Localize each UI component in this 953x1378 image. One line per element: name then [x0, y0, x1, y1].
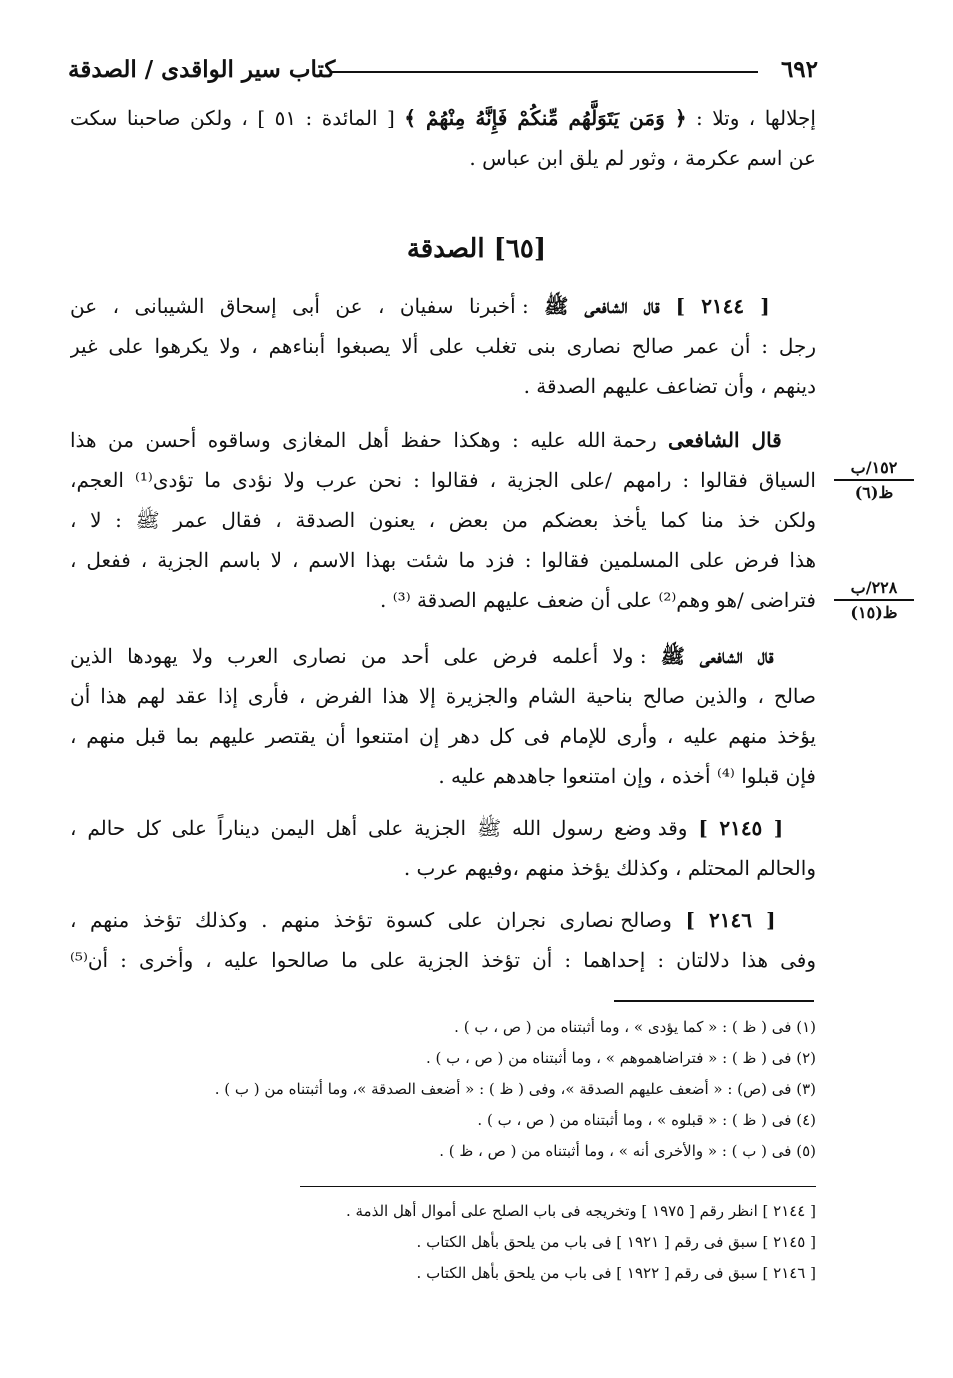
p2144-lead: [ ٢١٤٤ ] قال الشافعى ﷺ	[544, 294, 770, 318]
p2144-line-3: دينهم ، وأن تضاعف عليهم الصدقة .	[523, 374, 816, 398]
p2145-text-1: وقد وضع رسول الله ﷺ الجزية على أهل اليمن ديناراً على كل حالم ،	[70, 816, 688, 840]
section-title: [٦٥] الصدقة	[406, 234, 547, 264]
reference-2146: [ ٢١٤٦ ] سبق فى رقم [ ١٩٢٢ ] فى باب من يلحق بأهل الكتاب .	[416, 1264, 816, 1282]
shafii2-text-1: : ولا أعلمه فرض على أحد من نصارى العرب ولا يهودها الذين	[70, 644, 647, 668]
quran-quote: ﴿ وَمَن يَتَوَلَّهُم مِّنكُمْ فَإِنَّهُ مِنْهُمْ ﴾	[404, 106, 687, 130]
footnote-1: (١) فى ( ظ ) : « كما يؤدى » ، وما أثبتناه من ( ص ، ب ) .	[454, 1018, 816, 1036]
shafii1-line-1	[70, 420, 816, 460]
margin-note-1-bottom: ظ(٦)	[854, 483, 894, 502]
p2144-line-1	[70, 286, 816, 326]
intro-text-a: إجلالها ، وتلا :	[696, 106, 816, 130]
header-rule	[330, 71, 758, 73]
shafii2-line-2: صالح ، والذين صالح بناحية الشام والجزيرة إلا هذا الفرض ، فأرى إذا عقد لهم هذا أن	[70, 684, 816, 708]
p2146-text-1: وصالح نصارى نجران على كسوة تؤخذ منهم . وكذلك تؤخذ منهم ،	[70, 908, 672, 932]
margin-note-2-bottom: ظ(١٥)	[850, 603, 898, 622]
margin-note-1	[834, 458, 914, 502]
shafii1-text-1: رحمة الله عليه : وهكذا حفظ أهل المغازى وساقوه أحسن من هذا	[70, 428, 657, 452]
p2144-line-2: رجل : أن عمر صالح نصارى بنى تغلب على ألا يصبغوا أبناءهم ، ولا يكرهوا على غير	[70, 334, 816, 358]
p2145-line-2: والحالم المحتلم ، وكذلك يؤخذ منهم ،وفيهم عرب .	[403, 856, 816, 880]
intro-text-b: [ المائدة : ٥١ ] ، ولكن صاحبنا سكت	[70, 106, 395, 130]
references	[70, 1196, 816, 1289]
shafii2-line-1	[70, 636, 816, 676]
shafii1-line-3: ولكن خذ منا كما يأخذ بعضكم من بعض ، يعنون الصدقة ، فقال عمر ﷺ : لا ،	[70, 508, 816, 532]
reference-2144: [ ٢١٤٤ ] انظر رقم [ ١٩٧٥ ] وتخريجه فى باب الصلح على أموال أهل الذمة .	[345, 1202, 816, 1220]
shafii1-line-4: هذا فرض على المسلمين فقالوا : فزد ما شئت بهذا الاسم ، لا باسم الجزية ، ففعل ،	[70, 548, 816, 572]
margin-note-1-top: ١٥٢/ب	[834, 458, 914, 481]
page-header	[68, 54, 818, 90]
shafii1-line-5: فتراضى /هو وهم⁽²⁾ على أن ضعف عليهم الصدقة ⁽³⁾ .	[380, 588, 816, 612]
paragraph-shafii-2	[70, 636, 816, 796]
footnote-2: (٢) فى ( ظ ) : « فتراضاهموهم » ، وما أثبتناه من ( ص ، ب ) .	[426, 1049, 816, 1067]
footnote-3: (٣) فى (ص) : « أضعف عليهم الصدقة »، وفى ( ظ ) : « أضعف الصدقة »، وما أثبتناه من ( ب ) .	[214, 1080, 816, 1098]
running-title: كتاب سير الواقدى / الصدقة	[68, 56, 336, 83]
reference-2145: [ ٢١٤٥ ] سبق فى رقم [ ١٩٢١ ] فى باب من يلحق بأهل الكتاب .	[416, 1233, 816, 1251]
paragraph-2145	[70, 808, 816, 888]
p2145-lead: [ ٢١٤٥ ]	[698, 816, 784, 840]
p2146-line-2: وفى هذا دلالتان : إحداهما : أن تؤخذ الجزية على ما صالحوا عليه ، وأخرى : أن⁽⁵⁾	[70, 948, 816, 972]
footnotes	[70, 1012, 816, 1167]
paragraph-shafii-1	[70, 420, 816, 620]
paragraph-2146	[70, 900, 816, 980]
p2144-text-1: : أخبرنا سفيان ، عن أبى إسحاق الشيبانى ، عن	[70, 294, 529, 318]
paragraph-2144	[70, 286, 816, 406]
p2145-line-1	[70, 808, 816, 848]
p2146-lead: [ ٢١٤٦ ]	[685, 908, 776, 932]
p2146-line-1	[70, 900, 816, 940]
shafii1-line-2: السياق فقالوا : رامهم /على الجزية ، فقالوا : نحن عرب ولا نؤدى ما تؤدى⁽¹⁾ العجم،	[70, 468, 816, 492]
intro-paragraph	[70, 98, 816, 178]
shafii2-line-4: فإن قبلوا ⁽⁴⁾ أخذه ، وإن امتنعوا جاهدهم عليه .	[438, 764, 816, 788]
footnote-4: (٤) فى ( ظ ) : « قبلوه » ، وما أثبتناه من ( ص ، ب ) .	[477, 1111, 816, 1129]
margin-note-2-top: ٢٢٨/ب	[834, 578, 914, 601]
intro-line-2: عن اسم عكرمة ، وثور لم يلق ابن عباس .	[469, 146, 816, 170]
shafii1-lead: قال الشافعى	[668, 428, 782, 452]
shafii2-line-3: يؤخذ منهم عليه ، وأرى للإمام فى كل دهر إن امتنعوا أن يقتصر عليهم بما قبل منهم ،	[70, 724, 816, 748]
intro-line-1	[70, 98, 816, 138]
references-rule	[300, 1186, 816, 1187]
margin-note-2	[834, 578, 914, 622]
shafii2-lead: قال الشافعى ﷺ	[660, 644, 774, 668]
footnote-rule	[614, 1000, 814, 1002]
page-number: ٦٩٢	[780, 56, 818, 83]
footnote-5: (٥) فى ( ب ) : « والأخرى أنه » ، وما أثبتناه من ( ص ، ظ ) .	[439, 1142, 816, 1160]
